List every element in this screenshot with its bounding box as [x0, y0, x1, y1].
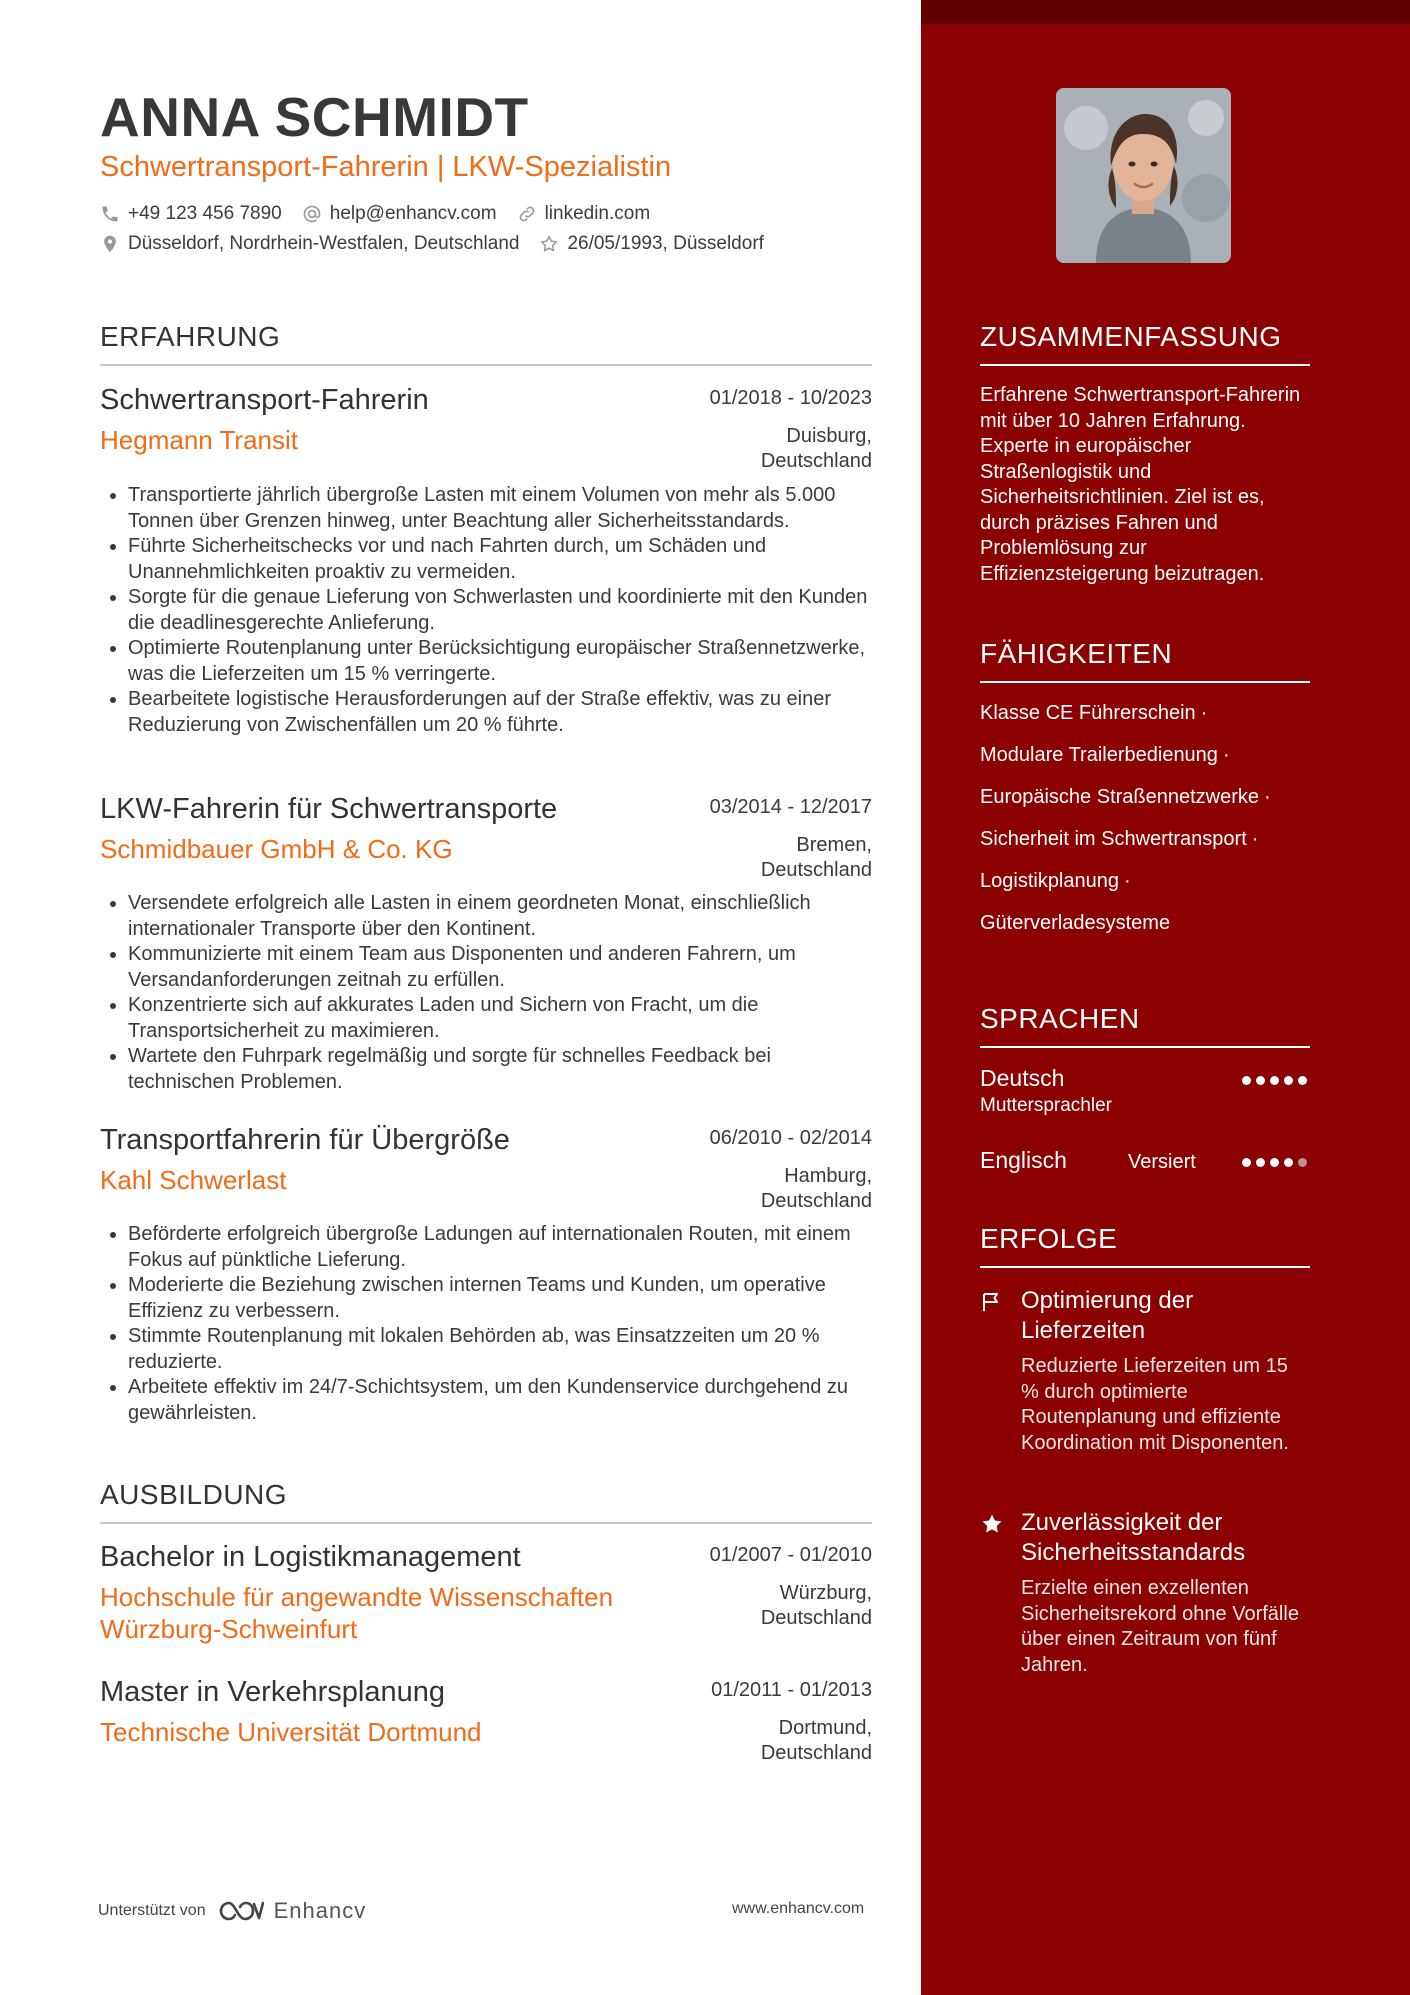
star-icon: [980, 1512, 1004, 1536]
achievement-title: Zuverlässigkeit der Sicherheitsstandards: [1021, 1509, 1246, 1566]
skill-label: Sicherheit im Schwertransport: [980, 828, 1247, 850]
skill-label: Modulare Trailerbedienung: [980, 744, 1218, 766]
job-bullet: • Optimierte Routenplanung unter Berücksichtigung europäischer Straßennetzwerke, was die Lieferzeiten um 15 % verringerte.: [128, 636, 872, 687]
achievements-title: ERFOLGE: [980, 1222, 1310, 1268]
education-dates: 01/2007 - 01/2010: [709, 1544, 872, 1566]
rating-dot-filled: [1284, 1076, 1293, 1085]
job-country: Deutschland: [760, 1190, 872, 1212]
job-company: Hegmann Transit: [100, 425, 298, 455]
enhancv-brand: Enhancv: [273, 1898, 367, 1923]
contact-location: [100, 233, 519, 255]
experience-entry: [100, 382, 872, 767]
job-dates: 06/2010 - 02/2014: [709, 1127, 872, 1149]
achievement-desc: Reduzierte Lieferzeiten um 15 % durch optimierte Routenplanung und effiziente Koordination mit Disponenten.: [1021, 1355, 1289, 1454]
rating-dot-filled: [1256, 1076, 1265, 1085]
linkedin-text: linkedin.com: [544, 203, 651, 224]
footer-website[interactable]: www.enhancv.com: [732, 1900, 865, 1917]
profile-photo-illustration: [1056, 88, 1231, 263]
achievement-item: [980, 1508, 1310, 1688]
education-entry: [100, 1539, 872, 1659]
contact-phone: [100, 203, 282, 225]
job-location: [722, 424, 872, 474]
degree: Bachelor in Logistikmanagement: [100, 1541, 521, 1573]
education-country: Deutschland: [760, 1742, 872, 1764]
education-dates: 01/2011 - 01/2013: [711, 1679, 872, 1701]
contact-linkedin[interactable]: [517, 203, 651, 225]
contact-email[interactable]: [302, 203, 497, 225]
education-title: AUSBILDUNG: [100, 1478, 872, 1524]
experience-title: ERFAHRUNG: [100, 320, 872, 366]
job-bullets: [100, 891, 872, 1095]
achievement-desc: Erzielte einen exzellenten Sicherheitsrekord ohne Vorfälle über einen Zeitraum von fünf Jahren.: [1021, 1577, 1299, 1676]
headline: Schwertransport-Fahrerin | LKW-Spezialistin: [100, 151, 672, 183]
language-name: Englisch: [980, 1147, 1067, 1173]
job-bullet: • Arbeitete effektiv im 24/7-Schichtsystem, um den Kundenservice durchgehend zu gewährleisten.: [128, 1375, 872, 1426]
job-bullet: • Beförderte erfolgreich übergroße Ladungen auf internationalen Routen, mit einem Fokus auf pünktliche Lieferung.: [128, 1222, 872, 1273]
education-city: Würzburg,: [779, 1582, 872, 1604]
job-city: Duisburg,: [786, 425, 872, 447]
job-company: Kahl Schwerlast: [100, 1165, 287, 1195]
job-bullets: [100, 483, 872, 738]
job-company: Schmidbauer GmbH & Co. KG: [100, 834, 453, 864]
skill-label: Güterverladesysteme: [980, 912, 1171, 934]
skill-item: [980, 825, 1320, 867]
job-role: LKW-Fahrerin für Schwertransporte: [100, 793, 558, 825]
job-dates: 01/2018 - 10/2023: [709, 387, 872, 409]
skill-label: Logistikplanung: [980, 870, 1119, 892]
job-bullet: • Versendete erfolgreich alle Lasten in einem geordneten Monat, einschließlich internationaler Transporte über den Kontinent.: [128, 891, 872, 942]
location-text: Düsseldorf, Nordrhein-Westfalen, Deutschland: [128, 233, 520, 254]
skill-item: [980, 741, 1320, 783]
experience-entry: [100, 1122, 872, 1432]
job-role: Schwertransport-Fahrerin: [100, 384, 429, 416]
skill-item: [980, 783, 1320, 825]
education-country: Deutschland: [760, 1607, 872, 1629]
contact-row-2: [100, 233, 784, 255]
education-location: [722, 1716, 872, 1766]
language-rating: [1237, 1158, 1307, 1167]
skill-separator: ·: [1200, 702, 1208, 724]
achievement-title: Optimierung der Lieferzeiten: [1021, 1287, 1194, 1344]
birth-text: 26/05/1993, Düsseldorf: [567, 233, 764, 254]
contact-birth: [539, 233, 763, 255]
skill-separator: ·: [1251, 828, 1259, 850]
job-bullet: • Konzentrierte sich auf akkurates Laden und Sichern von Fracht, um die Transportsicherheit zu maximieren.: [128, 993, 872, 1044]
job-bullet: • Moderierte die Beziehung zwischen internen Teams und Kunden, um operative Effizienz zu verbessern.: [128, 1273, 872, 1324]
job-bullet: • Führte Sicherheitschecks vor und nach Fahrten durch, um Schäden und Unannehmlichkeiten proaktiv zu vermeiden.: [128, 534, 872, 585]
job-bullet: • Stimmte Routenplanung mit lokalen Behörden ab, was Einsatzzeiten um 20 % reduzierte.: [128, 1324, 872, 1375]
job-bullet: • Wartete den Fuhrpark regelmäßig und sorgte für schnelles Feedback bei technischen Problemen.: [128, 1044, 872, 1095]
achievement-item: [980, 1286, 1310, 1486]
candidate-name: ANNA SCHMIDT: [100, 86, 529, 148]
footer-powered-by[interactable]: [98, 1898, 366, 1924]
rating-dot-filled: [1284, 1158, 1293, 1167]
skill-item: [980, 909, 1320, 951]
at-icon: [302, 204, 322, 224]
rating-dot-empty: [1298, 1158, 1307, 1167]
skill-item: [980, 867, 1320, 909]
degree: Master in Verkehrsplanung: [100, 1676, 445, 1708]
job-bullet: • Bearbeitete logistische Herausforderungen auf der Straße effektiv, was zu einer Reduzierung von Zwischenfällen um 20 % führte.: [128, 687, 872, 738]
enhancv-logo-icon: [218, 1899, 264, 1923]
job-role: Transportfahrerin für Übergröße: [100, 1124, 510, 1156]
job-location: [722, 833, 872, 883]
flag-icon: [980, 1290, 1004, 1314]
education-city: Dortmund,: [778, 1717, 872, 1739]
sidebar: [921, 0, 1410, 1995]
phone-icon: [100, 204, 120, 224]
job-bullet: • Kommunizierte mit einem Team aus Disponenten und anderen Fahrern, um Versandanforderungen zeitnah zu erfüllen.: [128, 942, 872, 993]
rating-dot-filled: [1242, 1158, 1251, 1167]
skill-separator: ·: [1124, 870, 1131, 892]
email-text: help@enhancv.com: [329, 203, 497, 224]
star-outline-icon: [539, 234, 559, 254]
rating-dot-filled: [1298, 1076, 1307, 1085]
phone-text: +49 123 456 7890: [128, 203, 282, 224]
rating-dot-filled: [1242, 1076, 1251, 1085]
school: Hochschule für angewandte Wissenschaften Würzburg-Schweinfurt: [100, 1582, 614, 1644]
languages-title: SPRACHEN: [980, 1002, 1310, 1048]
education-location: [722, 1581, 872, 1631]
rating-dot-filled: [1256, 1158, 1265, 1167]
job-country: Deutschland: [760, 450, 872, 472]
skills-list: [980, 699, 1320, 951]
job-bullet: • Sorgte für die genaue Lieferung von Schwerlasten und koordinierte mit den Kunden die deadlinesgerechte Anlieferung.: [128, 585, 872, 636]
education-entry: [100, 1674, 872, 1774]
job-country: Deutschland: [760, 859, 872, 881]
skill-label: Klasse CE Führerschein: [980, 702, 1196, 724]
job-dates: 03/2014 - 12/2017: [709, 796, 872, 818]
skill-separator: ·: [1222, 744, 1230, 766]
rating-dot-filled: [1270, 1076, 1279, 1085]
location-pin-icon: [100, 234, 120, 254]
language-level: Muttersprachler: [980, 1095, 1112, 1116]
language-name: Deutsch: [980, 1065, 1065, 1091]
job-city: Bremen,: [796, 834, 872, 856]
language-level: Versiert: [1128, 1151, 1196, 1173]
powered-by-text: Unterstützt von: [98, 1902, 206, 1919]
summary-text: Erfahrene Schwertransport-Fahrerin mit über 10 Jahren Erfahrung. Experte in europäischer Straßenlogistik und Sicherheitsrichtlinien. Ziel ist es, durch präzises Fahren und Problemlösung zur Effizienzsteigerung beizutragen.: [980, 384, 1301, 585]
sidebar-top-band: [921, 0, 1410, 24]
experience-entry: [100, 791, 872, 1101]
link-icon: [517, 204, 537, 224]
job-bullet: • Transportierte jährlich übergroße Lasten mit einem Volumen von mehr als 5.000 Tonnen über Grenzen hinweg, unter Beachtung aller Sicherheitsstandards.: [128, 483, 872, 534]
language-item: [980, 1146, 1310, 1180]
skill-separator: ·: [1264, 786, 1271, 808]
profile-photo: [1056, 88, 1231, 263]
language-item: [980, 1064, 1310, 1124]
job-location: [722, 1164, 872, 1214]
skill-label: Europäische Straßennetzwerke: [980, 786, 1260, 808]
job-city: Hamburg,: [784, 1165, 872, 1187]
summary-title: ZUSAMMENFASSUNG: [980, 320, 1310, 366]
rating-dot-filled: [1270, 1158, 1279, 1167]
language-rating: [1237, 1076, 1307, 1085]
skills-title: FÄHIGKEITEN: [980, 637, 1310, 683]
job-bullets: [100, 1222, 872, 1426]
school: Technische Universität Dortmund: [100, 1717, 482, 1747]
contact-row-1: [100, 203, 670, 225]
skill-item: [980, 699, 1320, 741]
